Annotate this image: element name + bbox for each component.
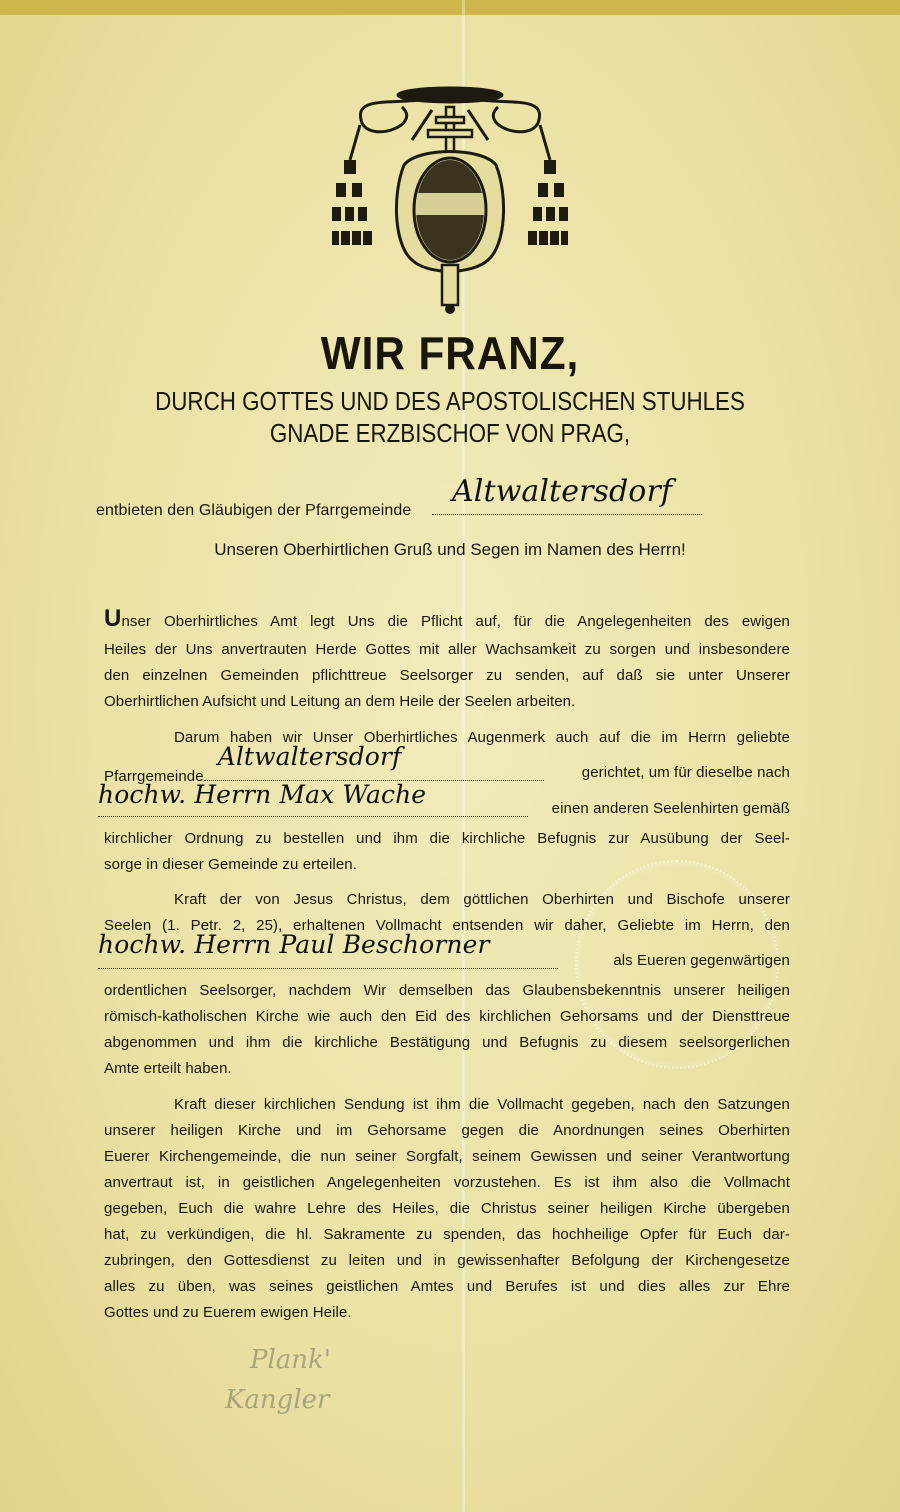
- para1-text-1: nser Oberhirtliches Amt legt Uns die Pflicht auf, für die Angelegenheiten des ewigen: [121, 613, 790, 630]
- para1-line-3: den einzelnen Gemeinden pflichttreue Seelsorger zu senden, auf daß sie unter Unserer: [104, 667, 790, 684]
- title-subline-2: GNADE ERZBISCHOF VON PRAG,: [269, 418, 631, 448]
- pencil-note-1: Plank': [250, 1345, 331, 1375]
- para3-line-4: ordentlichen Seelsorger, nachdem Wir demselben das Glaubensbekenntnis unserer heiligen: [104, 982, 790, 999]
- greeting-blessing: Unseren Oberhirtlichen Gruß und Segen im Namen des Herrn!: [214, 540, 686, 559]
- parish-handwritten: Altwaltersdorf: [451, 474, 673, 509]
- para4-line-7: zubringen, den Gottesdienst zu leiten und in gewissenhafter Befolgung der Kirchengesetze: [104, 1252, 790, 1269]
- para2-prefix: Pfarrgemeinde: [104, 768, 204, 785]
- para3-line-3: [98, 930, 790, 973]
- parish-field: [432, 474, 702, 515]
- para4-line-2: unserer heiligen Kirche und im Gehorsame gegen die Anordnungen seines Oberhirten: [104, 1122, 790, 1139]
- greeting-prefix: entbieten den Gläubigen der Pfarrgemeinde: [96, 502, 412, 519]
- para4-line-3: Euerer Kirchengemeinde, die nun seiner Sorgfalt, seinem Gewissen und seiner Verantwortung: [104, 1148, 790, 1165]
- greeting-line: [96, 474, 786, 520]
- para4-line-4: anvertraut ist, in geistlichen Angelegenheiten vorzustehen. Es ist ihm also die Vollmacht: [104, 1174, 790, 1191]
- para2-line-4: kirchlicher Ordnung zu bestellen und ihm die kirchliche Befugnis zur Ausübung der Seel-: [104, 830, 790, 847]
- para3-line-5: römisch-katholischen Kirche wie auch den Eid des kirchlichen Gehorsams und der Diensttreue: [104, 1008, 790, 1025]
- priest-handwritten: hochw. Herrn Paul Beschorner: [98, 930, 490, 959]
- predecessor-handwritten: hochw. Herrn Max Wache: [98, 780, 427, 809]
- para4-line-9: Gottes und zu Euerem ewigen Heile.: [104, 1304, 352, 1321]
- parish-handwritten-2: Altwaltersdorf: [217, 742, 402, 771]
- title-subline-1: DURCH GOTTES UND DES APOSTOLISCHEN STUHLES: [155, 386, 745, 416]
- para2-line-1: Darum haben wir Unser Oberhirtliches Augenmerk auch auf die im Herrn geliebte: [174, 729, 790, 746]
- para4-line-8: alles zu üben, was seines geistlichen Amtes und Berufes ist und dies alles zur Ehre: [104, 1278, 790, 1295]
- coat-of-arms-icon: [332, 85, 568, 315]
- para2-line3-suffix: einen anderen Seelenhirten gemäß: [551, 800, 790, 817]
- para1-line-4: Oberhirtlichen Aufsicht und Leitung an dem Heile der Seelen arbeiten.: [104, 693, 576, 710]
- para1-line-1: [104, 605, 790, 633]
- document-title: WIR FRANZ,: [320, 327, 580, 379]
- para3-line3-suffix: als Eueren gegenwärtigen: [613, 952, 790, 969]
- para4-line-1: Kraft dieser kirchlichen Sendung ist ihm die Vollmacht gegeben, nach den Satzungen: [174, 1096, 790, 1113]
- para3-line-6: abgenommen und ihm die kirchliche Bestätigung und Befugnis zu diesem seelsorgerlichen: [104, 1034, 790, 1051]
- parish-field-2: [204, 742, 544, 781]
- para4-line-6: hat, zu verkündigen, die hl. Sakramente zu spenden, das hochheilige Opfer für Euch dar-: [104, 1226, 790, 1243]
- predecessor-field: [98, 780, 528, 817]
- para3-line-1: Kraft der von Jesus Christus, dem göttlichen Oberhirten und Bischofe unserer: [174, 891, 790, 908]
- dropcap: U: [104, 605, 122, 632]
- para2-line-5: sorge in dieser Gemeinde zu erteilen.: [104, 856, 358, 873]
- pencil-note-2: Kangler: [225, 1385, 330, 1415]
- para2-line-3: [98, 780, 790, 821]
- para3-line-7: Amte erteilt haben.: [104, 1060, 232, 1077]
- paper-top-edge: [0, 0, 900, 15]
- para1-line-2: Heiles der Uns anvertrauten Herde Gottes mit aller Wachsamkeit zu sorgen und insbesondere: [104, 641, 790, 658]
- priest-field: [98, 930, 558, 969]
- para3-line-2: Seelen (1. Petr. 2, 25), erhaltenen Vollmacht entsenden wir daher, Geliebte im Herrn, den: [104, 917, 790, 934]
- para2-suffix: gerichtet, um für dieselbe nach: [581, 764, 790, 781]
- para4-line-5: gegeben, Euch die wahre Lehre des Heiles, die Christus seiner heiligen Kirche übergeben: [104, 1200, 790, 1217]
